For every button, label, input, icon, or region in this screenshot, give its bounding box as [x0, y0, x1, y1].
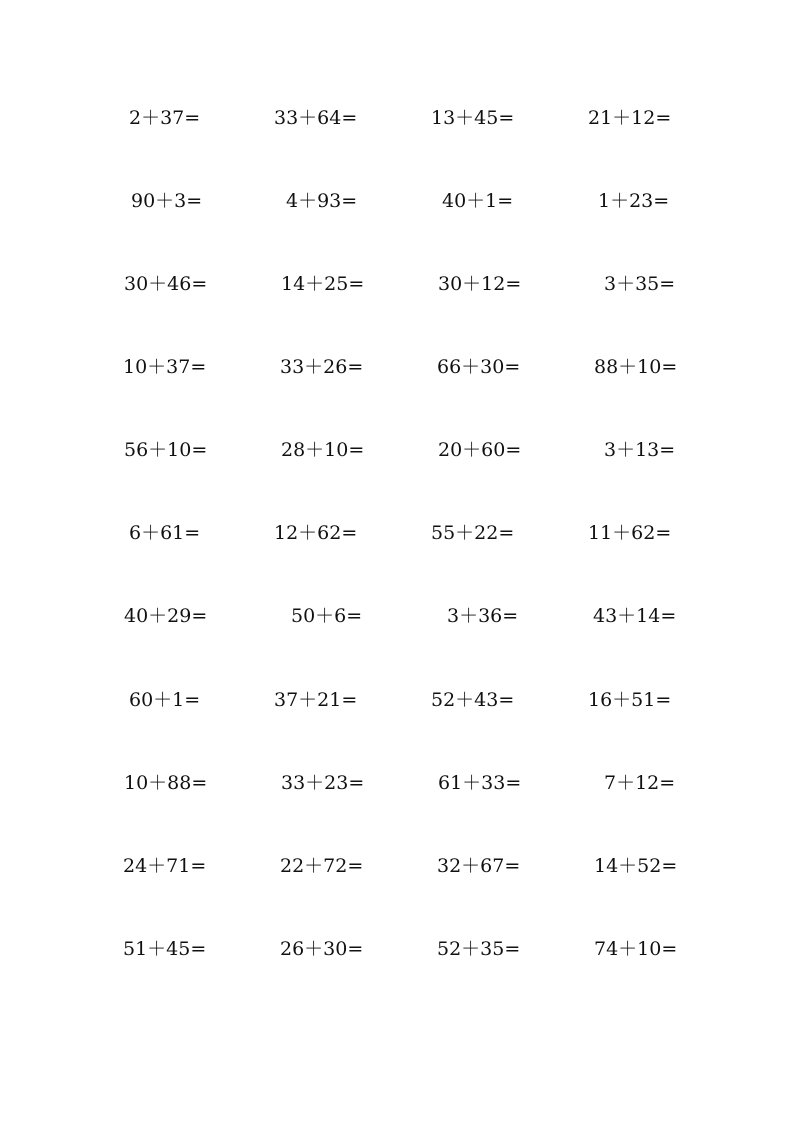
addition-problem: 56＋10= — [124, 439, 208, 461]
addition-problem: 33＋64= — [274, 107, 358, 129]
addition-problem: 40＋29= — [124, 605, 208, 627]
addition-problem: 43＋14= — [593, 605, 677, 627]
addition-problem: 88＋10= — [594, 356, 678, 378]
problem-row-5 — [0, 435, 794, 465]
addition-problem: 28＋10= — [281, 439, 365, 461]
problem-row-10 — [0, 851, 794, 881]
problem-row-3 — [0, 269, 794, 299]
addition-problem: 74＋10= — [594, 938, 678, 960]
problem-row-7 — [0, 601, 794, 631]
addition-problem: 3＋35= — [604, 273, 676, 295]
addition-problem: 33＋23= — [281, 772, 365, 794]
addition-problem: 14＋52= — [594, 855, 678, 877]
addition-problem: 32＋67= — [437, 855, 521, 877]
addition-problem: 30＋12= — [438, 273, 522, 295]
problem-row-6 — [0, 518, 794, 548]
addition-problem: 7＋12= — [604, 772, 676, 794]
addition-problem: 26＋30= — [280, 938, 364, 960]
addition-problem: 51＋45= — [123, 938, 207, 960]
addition-problem: 12＋62= — [274, 522, 358, 544]
addition-problem: 50＋6= — [291, 605, 363, 627]
addition-problem: 66＋30= — [437, 356, 521, 378]
problem-row-11 — [0, 934, 794, 964]
problem-row-9 — [0, 768, 794, 798]
problem-row-1 — [0, 103, 794, 133]
addition-problem: 24＋71= — [123, 855, 207, 877]
addition-problem: 55＋22= — [431, 522, 515, 544]
addition-problem: 1＋23= — [598, 190, 670, 212]
addition-problem: 10＋37= — [123, 356, 207, 378]
addition-problem: 22＋72= — [280, 855, 364, 877]
problem-row-2 — [0, 186, 794, 216]
addition-problem: 13＋45= — [431, 107, 515, 129]
addition-problem: 37＋21= — [274, 689, 358, 711]
addition-problem: 52＋35= — [437, 938, 521, 960]
addition-problem: 3＋36= — [447, 605, 519, 627]
addition-problem: 10＋88= — [124, 772, 208, 794]
addition-problem: 14＋25= — [281, 273, 365, 295]
addition-problem: 60＋1= — [129, 689, 201, 711]
addition-problem: 6＋61= — [129, 522, 201, 544]
problem-row-8 — [0, 685, 794, 715]
addition-problem: 90＋3= — [131, 190, 203, 212]
addition-problem: 11＋62= — [588, 522, 672, 544]
addition-problem: 61＋33= — [438, 772, 522, 794]
addition-problem: 33＋26= — [280, 356, 364, 378]
addition-problem: 30＋46= — [124, 273, 208, 295]
addition-problem: 4＋93= — [286, 190, 358, 212]
addition-problem: 20＋60= — [438, 439, 522, 461]
addition-problem: 16＋51= — [588, 689, 672, 711]
addition-problem: 40＋1= — [442, 190, 514, 212]
addition-problem: 21＋12= — [588, 107, 672, 129]
addition-problem: 52＋43= — [431, 689, 515, 711]
addition-problem: 3＋13= — [604, 439, 676, 461]
problem-row-4 — [0, 352, 794, 382]
addition-problem: 2＋37= — [129, 107, 201, 129]
